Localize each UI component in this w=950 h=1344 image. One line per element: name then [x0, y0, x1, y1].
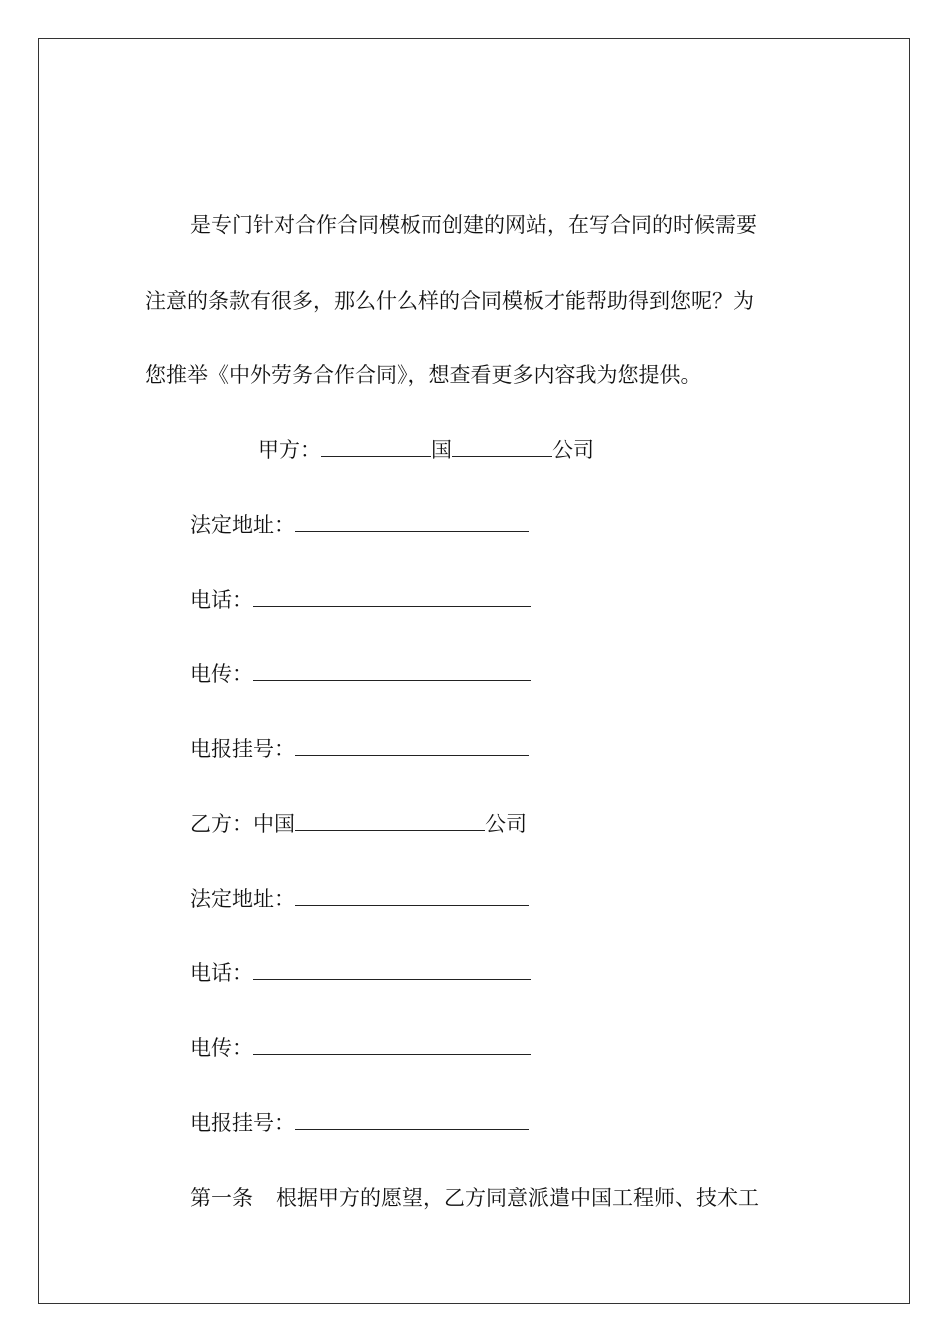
party-a-country-blank[interactable]	[321, 438, 431, 457]
party-a-telegraph-line	[190, 737, 529, 761]
party-b-company-blank[interactable]	[295, 812, 485, 831]
party-b-telegraph-line	[190, 1111, 529, 1135]
article-1-text: 根据甲方的愿望，乙方同意派遣中国工程师、技术工	[276, 1186, 759, 1210]
party-a-country-suffix: 国	[431, 438, 452, 462]
party-a-label: 甲方：	[258, 438, 321, 462]
party-a-address-blank[interactable]	[295, 513, 529, 532]
article-1-line	[190, 1186, 759, 1210]
party-b-line	[190, 812, 527, 836]
party-a-phone-line	[190, 588, 531, 612]
party-b-company-suffix: 公司	[485, 812, 527, 836]
party-b-phone-blank[interactable]	[253, 961, 531, 980]
party-b-fax-label: 电传：	[190, 1036, 253, 1060]
party-b-telegraph-label: 电报挂号：	[190, 1111, 295, 1135]
party-b-fax-blank[interactable]	[253, 1036, 531, 1055]
party-b-address-blank[interactable]	[295, 887, 529, 906]
intro-line-1: 是专门针对合作合同模板而创建的网站，在写合同的时候需要	[190, 213, 757, 237]
party-a-address-label: 法定地址：	[190, 513, 295, 537]
intro-line-3: 您推举《中外劳务合作合同》，想查看更多内容我为您提供。	[145, 363, 702, 387]
party-a-address-line	[190, 513, 529, 537]
article-1-number: 第一条	[190, 1186, 253, 1210]
party-a-line	[258, 438, 594, 462]
party-b-phone-line	[190, 961, 531, 985]
party-a-fax-line	[190, 662, 531, 686]
party-a-phone-blank[interactable]	[253, 588, 531, 607]
party-a-fax-label: 电传：	[190, 662, 253, 686]
party-b-address-line	[190, 887, 529, 911]
party-a-company-blank[interactable]	[452, 438, 552, 457]
party-b-phone-label: 电话：	[190, 961, 253, 985]
party-a-telegraph-blank[interactable]	[295, 737, 529, 756]
party-b-fax-line	[190, 1036, 531, 1060]
party-a-phone-label: 电话：	[190, 588, 253, 612]
party-b-telegraph-blank[interactable]	[295, 1111, 529, 1130]
intro-line-2: 注意的条款有很多，那么什么样的合同模板才能帮助得到您呢？为	[145, 289, 754, 313]
party-b-label: 乙方：中国	[190, 812, 295, 836]
party-a-telegraph-label: 电报挂号：	[190, 737, 295, 761]
party-a-fax-blank[interactable]	[253, 662, 531, 681]
party-b-address-label: 法定地址：	[190, 887, 295, 911]
party-a-company-suffix: 公司	[552, 438, 594, 462]
